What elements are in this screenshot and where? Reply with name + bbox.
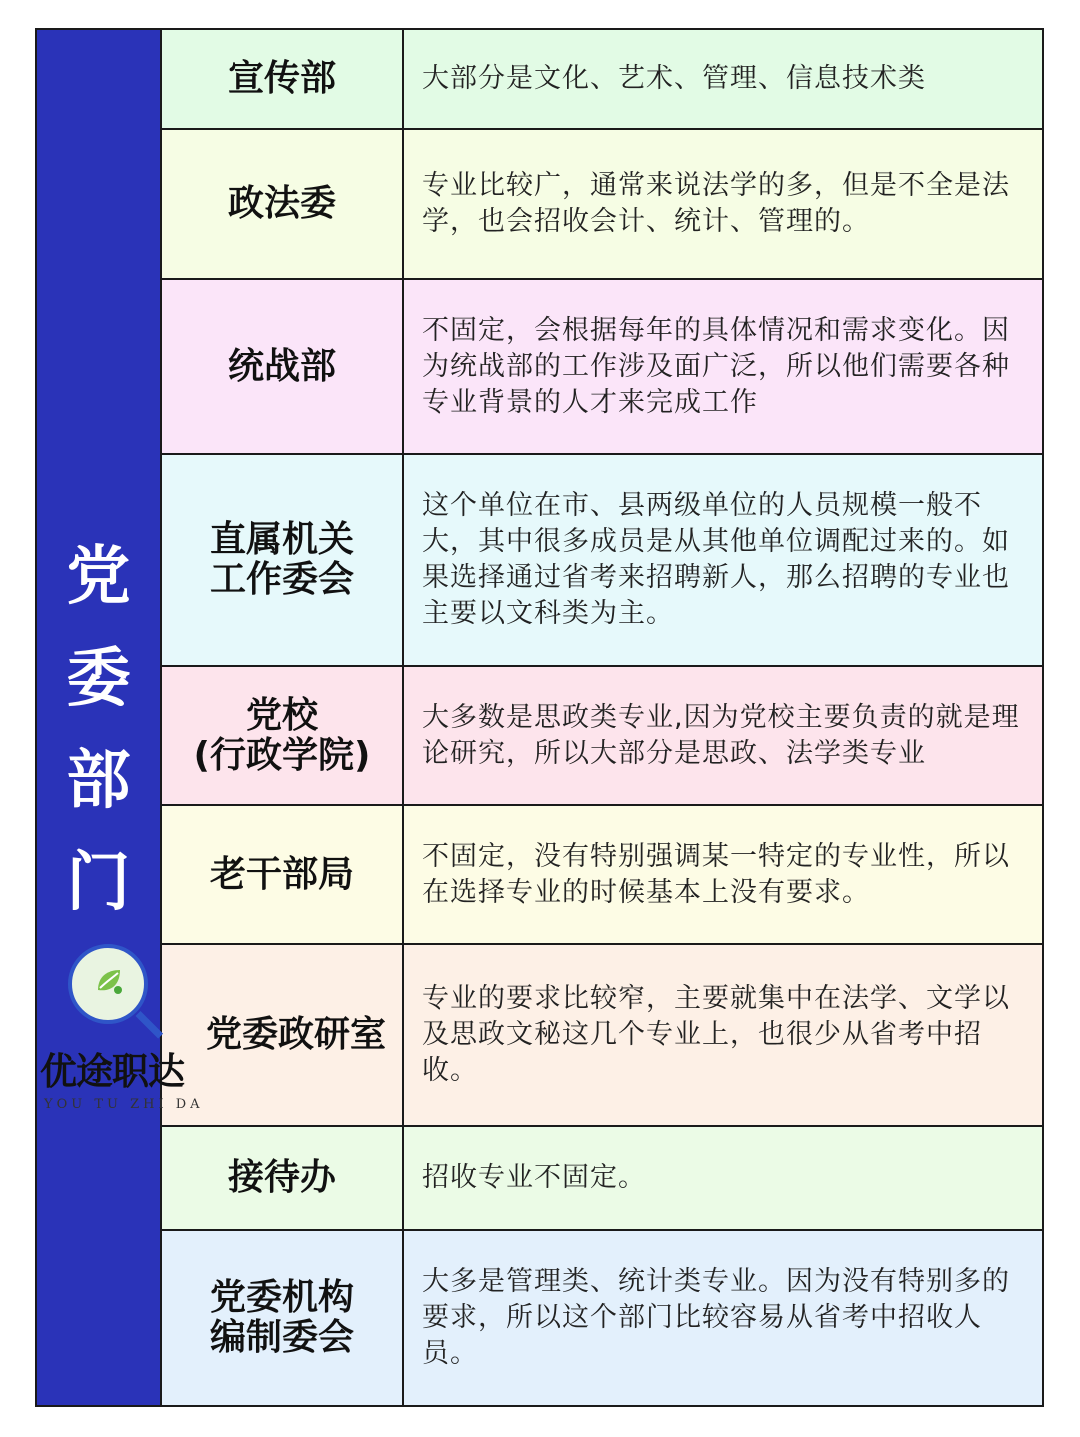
table-row [162, 1125, 1042, 1229]
magnifier-handle [136, 1011, 164, 1039]
department-name: 统战部 [162, 280, 404, 453]
logo-subtitle: YOU TU ZHI DA [44, 1097, 204, 1112]
table-row [162, 30, 1042, 128]
department-name: 接待办 [162, 1127, 404, 1229]
department-desc: 大多数是思政类专业,因为党校主要负责的就是理论研究，所以大部分是思政、法学类专业 [422, 701, 1020, 769]
department-desc: 不固定，会根据每年的具体情况和需求变化。因为统战部的工作涉及面广泛，所以他们需要各种专业背景的人才来完成工作 [422, 314, 1010, 418]
magnifier-leaf-icon [68, 944, 148, 1024]
leaf-icon [92, 964, 126, 998]
department-name: 党委政研室 [162, 945, 404, 1125]
department-desc: 专业比较广，通常来说法学的多，但是不全是法学，也会招收会计、统计、管理的。 [422, 170, 1010, 237]
department-name: 直属机关 工作委会 [162, 455, 404, 665]
department-name: 党校 (行政学院) [162, 667, 404, 804]
section-title-char: 党 [66, 540, 133, 614]
section-title-char: 部 [66, 744, 133, 818]
department-name: 老干部局 [162, 806, 404, 943]
section-title-char: 门 [66, 846, 133, 920]
department-desc: 不固定，没有特别强调某一特定的专业性，所以在选择专业的时候基本上没有要求。 [422, 840, 1010, 908]
department-desc: 专业的要求比较窄，主要就集中在法学、文学以及思政文秘这几个专业上，也很少从省考中招收。 [422, 983, 1010, 1086]
table-row [162, 804, 1042, 943]
table-row [162, 453, 1042, 665]
department-desc: 这个单位在市、县两级单位的人员规模一般不大，其中很多成员是从其他单位调配过来的。如果选择通过省考来招聘新人，那么招聘的专业也主要以文科类为主。 [422, 490, 1010, 629]
department-name: 党委机构 编制委会 [162, 1231, 404, 1405]
department-name: 宣传部 [162, 30, 404, 128]
department-desc: 大多是管理类、统计类专业。因为没有特别多的要求，所以这个部门比较容易从省考中招收人员。 [422, 1266, 1010, 1369]
brand-logo [40, 940, 210, 1115]
logo-name: 优途职达 [40, 1050, 184, 1093]
table-row [162, 943, 1042, 1125]
table-row [162, 1229, 1042, 1405]
department-name: 政法委 [162, 130, 404, 278]
section-title [37, 526, 162, 934]
department-desc: 大部分是文化、艺术、管理、信息技术类 [422, 63, 926, 94]
department-desc: 招收专业不固定。 [422, 1162, 646, 1193]
section-label [37, 30, 162, 1405]
table-row [162, 665, 1042, 804]
department-table [35, 28, 1044, 1407]
table-row [162, 278, 1042, 453]
table-row [162, 128, 1042, 278]
section-title-char: 委 [66, 642, 133, 716]
